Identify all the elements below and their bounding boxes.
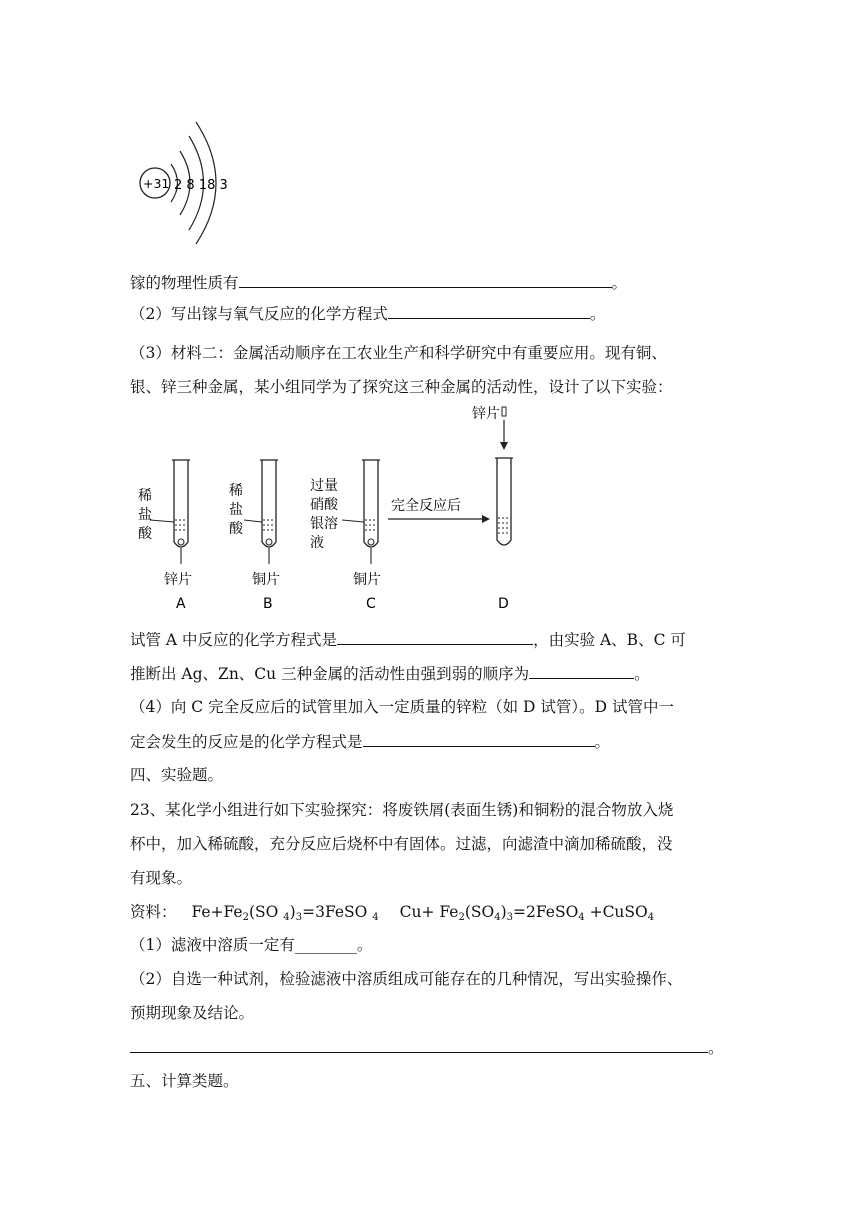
tube-a-reagent-1: 稀 bbox=[138, 488, 152, 504]
tube-c-reagent-2: 硝酸 bbox=[310, 497, 338, 513]
tube-b-reagent-1: 稀 bbox=[229, 483, 243, 499]
q23-2-end: 。 bbox=[708, 1039, 724, 1057]
gallium-physical-property-line bbox=[130, 272, 627, 293]
tube-c-reagent-3: 银溶 bbox=[310, 516, 338, 532]
q23-line-3: 有现象。 bbox=[130, 869, 193, 887]
tube-a-reagent-3: 酸 bbox=[138, 526, 152, 542]
q2-text: （2）写出镓与氧气反应的化学方程式 bbox=[130, 305, 388, 323]
reaction-arrow bbox=[388, 498, 490, 523]
material-label: 资料： bbox=[130, 903, 177, 921]
answer-blank-equation-a[interactable] bbox=[337, 629, 533, 645]
test-tube-d bbox=[472, 405, 513, 612]
q-phys-text: 镓的物理性质有 bbox=[130, 274, 239, 292]
tube-d-letter: D bbox=[498, 596, 509, 612]
q2-line bbox=[130, 303, 605, 324]
q23-2-answer-line bbox=[130, 1037, 724, 1058]
q3b-line-2 bbox=[130, 663, 650, 684]
q4-line2-text: 定会发生的反应是的化学方程式是 bbox=[130, 733, 363, 751]
q3b-line2-a: 推断出 Ag、Zn、Cu 三种金属的活动性由强到弱的顺序为 bbox=[130, 665, 530, 683]
tube-b-reagent-2: 盐 bbox=[229, 502, 243, 518]
section-5-heading: 五、计算类题。 bbox=[130, 1072, 239, 1090]
arrow-label: 完全反应后 bbox=[391, 498, 461, 514]
answer-blank-d-equation[interactable] bbox=[363, 731, 595, 747]
q23-line-2: 杯中，加入稀硫酸，充分反应后烧杯中有固体。过滤，向滤渣中滴加稀硫酸，没 bbox=[130, 835, 673, 853]
tube-b-reagent-3: 酸 bbox=[229, 521, 243, 537]
answer-blank-q2[interactable] bbox=[388, 303, 590, 319]
electron-shells: 2 8 18 3 bbox=[174, 178, 228, 193]
q23-line-1: 23、某化学小组进行如下实验探究：将废铁屑(表面生锈)和铜粉的混合物放入烧 bbox=[130, 801, 674, 819]
q3-line-1: （3）材料二：金属活动顺序在工农业生产和科学研究中有重要应用。现有铜、 bbox=[130, 344, 667, 362]
q23-2-line-2: 预期现象及结论。 bbox=[130, 1004, 255, 1022]
tube-a-metal: 锌片 bbox=[164, 572, 192, 588]
tube-b-metal: 铜片 bbox=[252, 572, 280, 588]
tube-c-metal: 铜片 bbox=[353, 572, 381, 588]
test-tube-a bbox=[138, 460, 192, 612]
answer-blank-q23-2[interactable] bbox=[130, 1037, 708, 1053]
experiment-diagram bbox=[130, 402, 550, 614]
section-4-heading: 四、实验题。 bbox=[130, 766, 224, 784]
q-phys-end: 。 bbox=[611, 274, 628, 292]
tube-a-letter: A bbox=[176, 596, 186, 612]
material-line bbox=[130, 902, 654, 928]
tube-c-reagent-4: 液 bbox=[310, 535, 324, 551]
test-tube-c bbox=[310, 460, 381, 612]
test-tube-b bbox=[229, 460, 280, 612]
q4-end: 。 bbox=[594, 733, 611, 751]
answer-blank-phys[interactable] bbox=[239, 272, 612, 288]
q3b-line1-a: 试管 A 中反应的化学方程式是 bbox=[130, 631, 338, 649]
tube-c-reagent-1: 过量 bbox=[310, 478, 338, 494]
material-equation-1: $Fe+Fe_2(SO$ $_4)_3=3FeSO$ $_4$ bbox=[191, 903, 379, 923]
tube-d-top-label: 锌片 bbox=[472, 406, 500, 422]
material-equation-2: $Cu+ Fe_2(SO_4)_3=2FeSO_4$ +CuSO$_4$ bbox=[399, 903, 655, 923]
q3b-line1-b: ，由实验 A、B、C 可 bbox=[533, 631, 686, 649]
q2-end: 。 bbox=[589, 305, 606, 323]
q3b-line-1 bbox=[130, 629, 686, 650]
tube-a-reagent-2: 盐 bbox=[138, 507, 152, 523]
nucleus-charge: +31 bbox=[143, 176, 170, 191]
q3b-line2-b: 。 bbox=[634, 665, 650, 683]
q23-2-line-1: （2）自选一种试剂，检验滤液中溶质组成可能存在的几种情况，写出实验操作、 bbox=[130, 970, 683, 988]
q3-line-2: 银、锌三种金属，某小组同学为了探究这三种金属的活动性，设计了以下实验： bbox=[130, 378, 673, 396]
tube-b-letter: B bbox=[263, 596, 273, 612]
q4-line-2 bbox=[130, 731, 610, 752]
q23-1-line: （1）滤液中溶质一定有________。 bbox=[130, 936, 373, 954]
answer-blank-activity-order[interactable] bbox=[529, 663, 634, 679]
q4-line-1: （4）向 C 完全反应后的试管里加入一定质量的锌粒（如 D 试管）。D 试管中一 bbox=[130, 698, 674, 716]
gallium-atom-diagram bbox=[130, 118, 240, 246]
tube-c-letter: C bbox=[366, 596, 376, 612]
